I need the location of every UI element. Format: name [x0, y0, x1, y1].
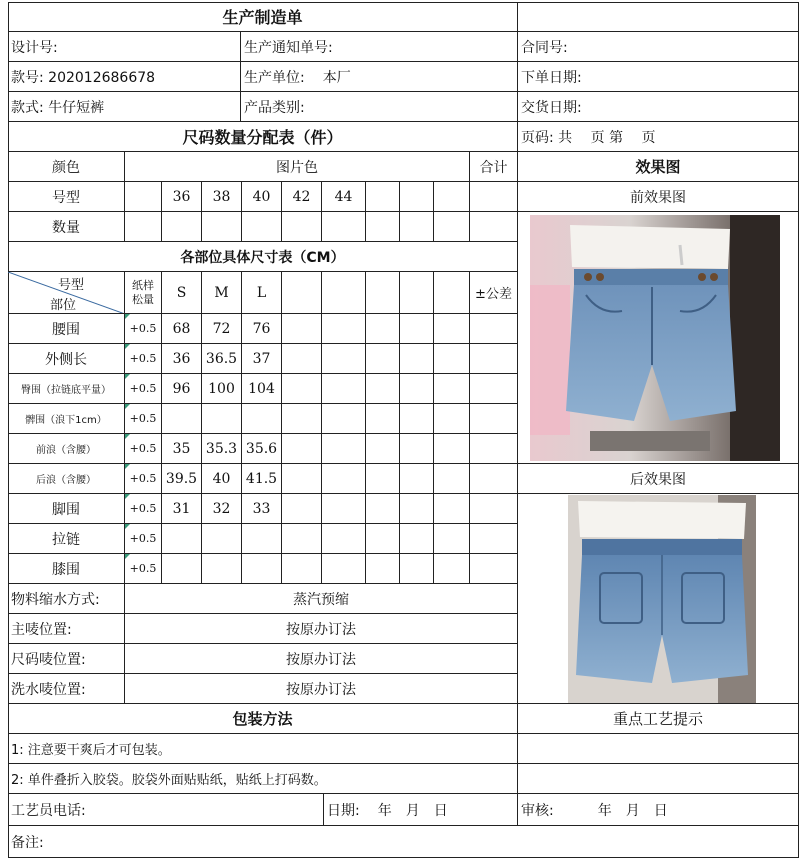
spec-part-label: 拉链 [8, 524, 125, 554]
pattern-allowance-header [125, 272, 162, 314]
spec-allowance-value: +0.5 [125, 494, 162, 524]
spec-value-s[interactable] [162, 404, 202, 434]
spec-allowance-value: +0.5 [125, 524, 162, 554]
spec-value-m[interactable]: 32 [202, 494, 242, 524]
review-date-value: 年 月 日 [597, 802, 668, 819]
spec-part-label: 膝围 [8, 554, 125, 584]
spec-blank-cell[interactable] [434, 434, 470, 464]
packing-title: 包装方法 [8, 704, 518, 734]
spec-blank-cell[interactable] [470, 554, 518, 584]
spec-value-l[interactable]: 41.5 [242, 464, 282, 494]
spec-blank-cell[interactable] [322, 524, 366, 554]
spec-blank-cell[interactable] [470, 524, 518, 554]
spec-blank-cell[interactable] [282, 494, 322, 524]
spec-col-blank [400, 272, 434, 314]
material-value[interactable]: 按原办订法 [125, 644, 518, 674]
spec-value-m[interactable]: 35.3 [202, 434, 242, 464]
spec-blank-cell[interactable] [366, 434, 400, 464]
size-cell-blank [125, 182, 162, 212]
spec-blank-cell[interactable] [322, 434, 366, 464]
spec-col-header: L [242, 272, 282, 314]
spec-blank-cell[interactable] [366, 344, 400, 374]
spec-part-label: 后浪（含腰） [8, 464, 125, 494]
spec-part-label: 脚围 [8, 494, 125, 524]
technician-phone-field[interactable]: 工艺员电话: [8, 794, 324, 826]
qty-cell[interactable] [162, 212, 202, 242]
spec-blank-cell[interactable] [470, 464, 518, 494]
size-cell: 38 [202, 182, 242, 212]
spec-size-label: 号型 [58, 278, 85, 293]
review-label: 审核: [521, 802, 554, 819]
spec-value-m[interactable]: 36.5 [202, 344, 242, 374]
production-unit-field[interactable] [241, 62, 518, 92]
spec-value-s[interactable] [162, 554, 202, 584]
front-effect-image-cell [518, 212, 799, 464]
spec-value-l[interactable] [242, 524, 282, 554]
tips-cell[interactable] [518, 734, 799, 764]
material-value[interactable]: 蒸汽预缩 [125, 584, 518, 614]
spec-blank-cell[interactable] [322, 554, 366, 584]
spec-blank-cell[interactable] [434, 404, 470, 434]
spec-blank-cell[interactable] [400, 494, 434, 524]
production-unit-value: 本厂 [322, 69, 351, 86]
qty-cell[interactable] [322, 212, 366, 242]
spec-value-s[interactable]: 35 [162, 434, 202, 464]
qty-cell[interactable] [242, 212, 282, 242]
paper-pattern-label: 纸样 [132, 278, 154, 292]
material-value[interactable]: 按原办订法 [125, 614, 518, 644]
title-side-cell [518, 2, 799, 32]
qty-total-cell[interactable] [470, 212, 518, 242]
spec-blank-cell[interactable] [366, 494, 400, 524]
spec-blank-cell[interactable] [282, 524, 322, 554]
packing-note-2: 2: 单件叠折入胶袋。胶袋外面贴贴纸，贴纸上打码数。 [8, 764, 518, 794]
tips-cell[interactable] [518, 764, 799, 794]
size-cell-blank [400, 182, 434, 212]
spec-col-blank [434, 272, 470, 314]
spec-blank-cell[interactable] [434, 314, 470, 344]
spec-allowance-value: +0.5 [125, 434, 162, 464]
delivery-date-field[interactable]: 交货日期: [518, 92, 799, 122]
spec-value-s[interactable]: 68 [162, 314, 202, 344]
order-date-field[interactable]: 下单日期: [518, 62, 799, 92]
size-cell-blank [366, 182, 400, 212]
size-cell: 42 [282, 182, 322, 212]
spec-part-label: 髀围（浪下1cm） [8, 404, 125, 434]
spec-blank-cell[interactable] [282, 434, 322, 464]
spec-blank-cell[interactable] [400, 434, 434, 464]
category-field[interactable]: 产品类别: [241, 92, 518, 122]
spec-blank-cell[interactable] [400, 374, 434, 404]
spec-col-blank [322, 272, 366, 314]
page-number-field: 页码: 共 页 第 页 [518, 122, 799, 152]
spec-col-blank [282, 272, 322, 314]
spec-blank-cell[interactable] [470, 314, 518, 344]
spec-value-l[interactable] [242, 404, 282, 434]
spec-blank-cell[interactable] [322, 314, 366, 344]
spec-allowance-value: +0.5 [125, 374, 162, 404]
date-label: 日期: [327, 802, 360, 819]
front-shorts-image [530, 215, 780, 461]
qty-cell[interactable] [125, 212, 162, 242]
size-cell: 40 [242, 182, 282, 212]
spec-blank-cell[interactable] [400, 524, 434, 554]
qty-cell[interactable] [202, 212, 242, 242]
size-cell-blank [434, 182, 470, 212]
remarks-field[interactable]: 备注: [8, 826, 799, 858]
spec-blank-cell[interactable] [470, 344, 518, 374]
spec-value-s[interactable]: 96 [162, 374, 202, 404]
qty-cell[interactable] [282, 212, 322, 242]
design-no-field[interactable]: 设计号: [8, 32, 241, 62]
tolerance-header: ±公差 [470, 272, 518, 314]
packing-note-1: 1: 注意要干爽后才可包装。 [8, 734, 518, 764]
total-label: 合计 [470, 152, 518, 182]
spec-value-m[interactable]: 40 [202, 464, 242, 494]
spec-blank-cell[interactable] [470, 404, 518, 434]
review-field[interactable] [518, 794, 799, 826]
production-order-sheet [8, 2, 799, 858]
allowance-label: 松量 [132, 292, 154, 306]
spec-col-header: S [162, 272, 202, 314]
spec-value-l[interactable]: 33 [242, 494, 282, 524]
spec-blank-cell[interactable] [282, 464, 322, 494]
spec-corner-cell [8, 272, 125, 314]
qty-section-title: 尺码数量分配表（件） [8, 122, 518, 152]
spec-value-s[interactable]: 39.5 [162, 464, 202, 494]
spec-blank-cell[interactable] [366, 374, 400, 404]
spec-blank-cell[interactable] [434, 374, 470, 404]
spec-blank-cell[interactable] [400, 554, 434, 584]
spec-value-m[interactable] [202, 404, 242, 434]
spec-blank-cell[interactable] [366, 404, 400, 434]
spec-blank-cell[interactable] [434, 554, 470, 584]
spec-value-s[interactable]: 31 [162, 494, 202, 524]
sheet-title: 生产制造单 [8, 2, 518, 32]
spec-blank-cell[interactable] [470, 434, 518, 464]
spec-blank-cell[interactable] [322, 494, 366, 524]
spec-blank-cell[interactable] [434, 524, 470, 554]
qty-cell[interactable] [434, 212, 470, 242]
spec-allowance-value: +0.5 [125, 344, 162, 374]
spec-allowance-value: +0.5 [125, 464, 162, 494]
style-field[interactable]: 款式: 牛仔短裤 [8, 92, 241, 122]
material-label: 洗水唛位置: [8, 674, 125, 704]
size-total-cell [470, 182, 518, 212]
spec-value-m[interactable] [202, 524, 242, 554]
spec-value-m[interactable] [202, 554, 242, 584]
spec-value-s[interactable] [162, 524, 202, 554]
spec-value-m[interactable]: 72 [202, 314, 242, 344]
back-effect-label: 后效果图 [518, 464, 799, 494]
spec-value-m[interactable]: 100 [202, 374, 242, 404]
spec-blank-cell[interactable] [322, 374, 366, 404]
spec-blank-cell[interactable] [366, 464, 400, 494]
spec-blank-cell[interactable] [470, 494, 518, 524]
spec-blank-cell[interactable] [400, 404, 434, 434]
production-unit-label: 生产单位: [244, 69, 305, 86]
qty-cell[interactable] [400, 212, 434, 242]
spec-blank-cell[interactable] [434, 464, 470, 494]
spec-blank-cell[interactable] [366, 554, 400, 584]
date-field[interactable] [324, 794, 518, 826]
back-effect-image-cell [518, 494, 799, 704]
spec-part-label: 外侧长 [8, 344, 125, 374]
material-label: 主唛位置: [8, 614, 125, 644]
size-cell: 44 [322, 182, 366, 212]
spec-col-header: M [202, 272, 242, 314]
material-label: 尺码唛位置: [8, 644, 125, 674]
spec-col-blank [366, 272, 400, 314]
style-no-field[interactable]: 款号: 202012686678 [8, 62, 241, 92]
spec-value-l[interactable]: 37 [242, 344, 282, 374]
spec-value-l[interactable]: 35.6 [242, 434, 282, 464]
color-value[interactable]: 图片色 [125, 152, 470, 182]
spec-value-l[interactable]: 104 [242, 374, 282, 404]
spec-blank-cell[interactable] [434, 344, 470, 374]
process-tips-title: 重点工艺提示 [518, 704, 799, 734]
spec-value-l[interactable] [242, 554, 282, 584]
spec-blank-cell[interactable] [282, 344, 322, 374]
spec-blank-cell[interactable] [322, 344, 366, 374]
spec-blank-cell[interactable] [366, 524, 400, 554]
spec-blank-cell[interactable] [400, 344, 434, 374]
spec-allowance-value: +0.5 [125, 404, 162, 434]
effect-title: 效果图 [518, 152, 799, 182]
size-cell: 36 [162, 182, 202, 212]
spec-allowance-value: +0.5 [125, 314, 162, 344]
spec-blank-cell[interactable] [470, 374, 518, 404]
spec-value-l[interactable]: 76 [242, 314, 282, 344]
spec-allowance-value: +0.5 [125, 554, 162, 584]
spec-blank-cell[interactable] [282, 554, 322, 584]
spec-section-title: 各部位具体尺寸表（CM） [8, 242, 518, 272]
spec-blank-cell[interactable] [282, 404, 322, 434]
qty-label: 数量 [8, 212, 125, 242]
spec-part-label: 臀围（拉链底平量） [8, 374, 125, 404]
spec-blank-cell[interactable] [434, 494, 470, 524]
material-value[interactable]: 按原办订法 [125, 674, 518, 704]
spec-blank-cell[interactable] [322, 404, 366, 434]
spec-blank-cell[interactable] [366, 314, 400, 344]
spec-blank-cell[interactable] [282, 374, 322, 404]
front-effect-label: 前效果图 [518, 182, 799, 212]
spec-value-s[interactable]: 36 [162, 344, 202, 374]
spec-blank-cell[interactable] [400, 464, 434, 494]
notice-no-field[interactable]: 生产通知单号: [241, 32, 518, 62]
date-value: 年 月 日 [377, 802, 448, 819]
contract-no-field[interactable]: 合同号: [518, 32, 799, 62]
size-label: 号型 [8, 182, 125, 212]
spec-part-label: 前浪（含腰） [8, 434, 125, 464]
spec-part-label: 腰围 [8, 314, 125, 344]
material-label: 物料缩水方式: [8, 584, 125, 614]
qty-cell[interactable] [366, 212, 400, 242]
spec-blank-cell[interactable] [322, 464, 366, 494]
spec-part-label: 部位 [50, 298, 77, 313]
spec-blank-cell[interactable] [282, 314, 322, 344]
spec-blank-cell[interactable] [400, 314, 434, 344]
color-label: 颜色 [8, 152, 125, 182]
back-shorts-image [568, 495, 756, 703]
